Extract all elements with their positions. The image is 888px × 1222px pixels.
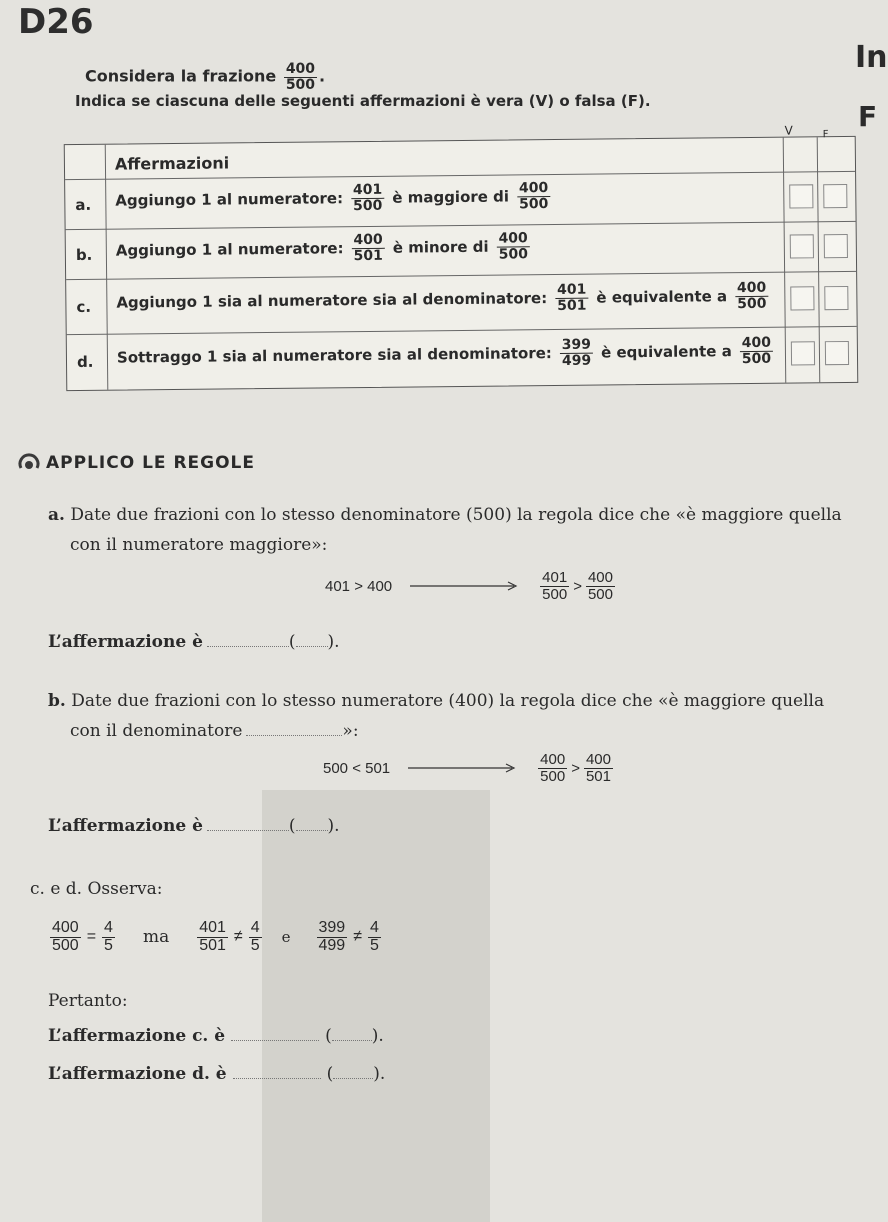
row-statement <box>115 181 552 216</box>
section-heading <box>18 452 255 474</box>
true-checkbox[interactable] <box>790 286 814 310</box>
operator: ≠ <box>353 928 362 946</box>
fraction-denominator: 500 <box>498 245 529 263</box>
fraction-numerator: 400 <box>735 281 768 297</box>
answer-a <box>48 632 340 652</box>
fraction-denominator: 501 <box>199 936 226 954</box>
table-header: Affermazioni <box>114 153 230 174</box>
answer-vf-blank[interactable] <box>296 646 328 647</box>
fraction-numerator: 400 <box>496 231 529 247</box>
cropped-letter-stub: F <box>858 100 878 133</box>
fraction-denominator: 500 <box>542 585 568 603</box>
fraction-denominator: 5 <box>369 936 379 954</box>
fraction <box>197 920 228 955</box>
statement-text: è minore di <box>392 237 489 257</box>
fraction <box>740 336 774 367</box>
fraction-denominator: 500 <box>353 197 383 214</box>
rule-text: »: <box>342 721 359 741</box>
pertanto-label: Pertanto: <box>48 991 128 1011</box>
fraction-denominator: 501 <box>353 247 383 264</box>
statement-text: Aggiungo 1 al numeratore: <box>115 189 344 210</box>
arrow-right-icon <box>410 580 520 592</box>
row-letter: c. <box>76 297 92 317</box>
fraction <box>560 338 594 369</box>
statement-text: Aggiungo 1 al numeratore: <box>115 239 344 260</box>
fraction <box>555 283 589 314</box>
answer-vf-blank[interactable] <box>333 1078 373 1079</box>
statement-text: è equivalente a <box>596 287 728 307</box>
true-checkbox[interactable] <box>791 341 815 365</box>
fraction <box>351 233 385 264</box>
fraction-numerator: 401 <box>555 283 588 299</box>
row-letter: a. <box>75 195 92 215</box>
fraction-numerator: 400 <box>52 919 79 936</box>
fraction-numerator: 400 <box>351 233 384 249</box>
fraction <box>249 920 262 955</box>
fraction <box>584 752 613 785</box>
row-letter: b. <box>75 245 93 265</box>
section-title: APPLICO LE REGOLE <box>46 453 255 473</box>
fraction-denominator: 500 <box>519 195 549 213</box>
intro-line <box>85 62 325 92</box>
equivalence-row <box>48 920 383 955</box>
false-checkbox[interactable] <box>825 341 849 365</box>
fraction <box>735 281 769 312</box>
fraction <box>102 920 115 955</box>
fraction <box>540 570 569 603</box>
fraction-denominator: 500 <box>285 76 316 93</box>
fraction <box>517 181 551 212</box>
row-statement <box>116 281 770 318</box>
inequality: 401 > 400 <box>325 577 393 595</box>
paren-close: ). <box>373 1064 386 1084</box>
fraction-denominator: 499 <box>318 936 346 954</box>
paren-close: ). <box>371 1026 384 1046</box>
fraction-denominator: 501 <box>557 297 587 314</box>
fraction-numerator: 400 <box>540 751 566 768</box>
false-checkbox[interactable] <box>823 184 847 208</box>
statement-text: Aggiungo 1 sia al numeratore sia al denominatore: <box>116 289 548 312</box>
fraction-numerator: 4 <box>369 919 379 936</box>
fraction-denominator: 501 <box>585 767 611 785</box>
fraction-numerator: 399 <box>318 919 346 936</box>
fraction-denominator: 5 <box>104 936 113 954</box>
answer-blank[interactable] <box>207 646 289 647</box>
fraction-numerator: 400 <box>740 336 773 352</box>
fraction-inequality <box>538 570 617 603</box>
operator: > <box>573 577 582 595</box>
true-checkbox[interactable] <box>789 184 813 208</box>
table-row <box>66 271 857 335</box>
operator: > <box>571 759 580 777</box>
operator: ≠ <box>233 928 243 946</box>
scan-shadow <box>262 790 490 1222</box>
column-v-header: V <box>784 123 793 138</box>
fraction <box>368 920 381 955</box>
intro-fraction <box>284 62 317 92</box>
fraction-numerator: 401 <box>199 919 226 936</box>
exercise-code: D26 <box>18 2 94 42</box>
statement-text: è equivalente a <box>600 342 732 362</box>
paren-close: ). <box>327 816 340 836</box>
statements-table <box>64 123 859 391</box>
fraction-numerator: 4 <box>104 919 113 936</box>
fraction-denominator: 5 <box>250 936 260 954</box>
fraction <box>496 231 530 262</box>
fraction-numerator: 400 <box>285 61 316 77</box>
comparison-a <box>325 570 617 603</box>
fraction-numerator: 400 <box>585 751 611 768</box>
answer-d <box>48 1064 385 1084</box>
fraction-numerator: 400 <box>517 181 550 197</box>
false-checkbox[interactable] <box>824 234 848 258</box>
fraction-numerator: 399 <box>560 338 593 354</box>
arrow-right-icon <box>408 762 518 774</box>
comparison-b <box>323 752 615 785</box>
fraction-numerator: 401 <box>351 183 384 199</box>
row-statement <box>117 336 775 373</box>
inequality: 500 < 501 <box>323 759 391 777</box>
answer-blank[interactable] <box>231 1040 319 1041</box>
answer-blank[interactable] <box>246 735 342 736</box>
cropped-heading-stub: In <box>855 40 888 75</box>
answer-blank[interactable] <box>233 1078 321 1079</box>
answer-vf-blank[interactable] <box>296 830 328 831</box>
rule-text: con il denominatore <box>70 721 243 741</box>
false-checkbox[interactable] <box>824 286 848 310</box>
paren-open: ( <box>325 1026 332 1046</box>
row-letter: d. <box>76 352 94 372</box>
answer-b <box>48 816 340 836</box>
item-label: b. <box>48 691 66 711</box>
fraction <box>317 920 348 955</box>
connector-word: ma <box>142 927 170 948</box>
fraction <box>50 920 81 955</box>
statement-text: è maggiore di <box>392 187 510 207</box>
answer-prefix: L’affermazione è <box>48 632 203 652</box>
operator: = <box>86 928 97 946</box>
fraction-numerator: 400 <box>587 569 613 586</box>
row-statement <box>116 231 532 266</box>
fraction-denominator: 500 <box>540 767 566 785</box>
fraction-denominator: 500 <box>737 295 767 312</box>
connector-word: e <box>281 928 291 947</box>
paren-open: ( <box>326 1064 334 1084</box>
paren-close: ). <box>327 632 340 652</box>
rule-b <box>48 686 878 746</box>
rule-text: con il numeratore maggiore»: <box>70 535 328 555</box>
rule-a <box>48 500 878 560</box>
fraction <box>351 183 385 214</box>
answer-prefix: L’affermazione d. è <box>48 1064 227 1084</box>
answer-prefix: L’affermazione è <box>48 816 203 836</box>
rule-text-line <box>48 716 878 746</box>
table-row <box>67 326 858 391</box>
answer-blank[interactable] <box>207 830 289 831</box>
paren-open: ( <box>288 632 296 652</box>
instruction-line: Indica se ciascuna delle seguenti affermazioni è vera (V) o falsa (F). <box>75 92 651 110</box>
answer-c <box>48 1026 384 1046</box>
fraction-numerator: 4 <box>250 919 260 936</box>
fraction-denominator: 499 <box>561 352 592 369</box>
fraction-denominator: 500 <box>52 936 79 954</box>
item-label: a. <box>48 505 65 525</box>
column-f-header: F <box>822 129 829 141</box>
true-checkbox[interactable] <box>790 234 814 258</box>
answer-vf-blank[interactable] <box>332 1040 372 1041</box>
intro-period: . <box>319 66 326 86</box>
intro-text: Considera la frazione <box>85 66 277 86</box>
rule-text: Date due frazioni con lo stesso numeratore (400) la regola dice che «è maggiore quella <box>71 691 825 711</box>
fraction-denominator: 500 <box>741 350 772 367</box>
fraction-numerator: 401 <box>542 569 568 586</box>
gear-arrow-icon <box>18 452 40 474</box>
rule-text: Date due frazioni con lo stesso denominatore (500) la regola dice che «è maggiore quella <box>70 505 842 525</box>
fraction-denominator: 500 <box>587 585 613 603</box>
osserva-heading: c. e d. Osserva: <box>30 879 163 899</box>
fraction-inequality <box>536 752 615 785</box>
statement-text: Sottraggo 1 sia al numeratore sia al denominatore: <box>116 344 552 367</box>
fraction <box>586 570 615 603</box>
paren-open: ( <box>288 816 296 836</box>
answer-prefix: L’affermazione c. è <box>48 1026 226 1046</box>
fraction <box>538 752 567 785</box>
